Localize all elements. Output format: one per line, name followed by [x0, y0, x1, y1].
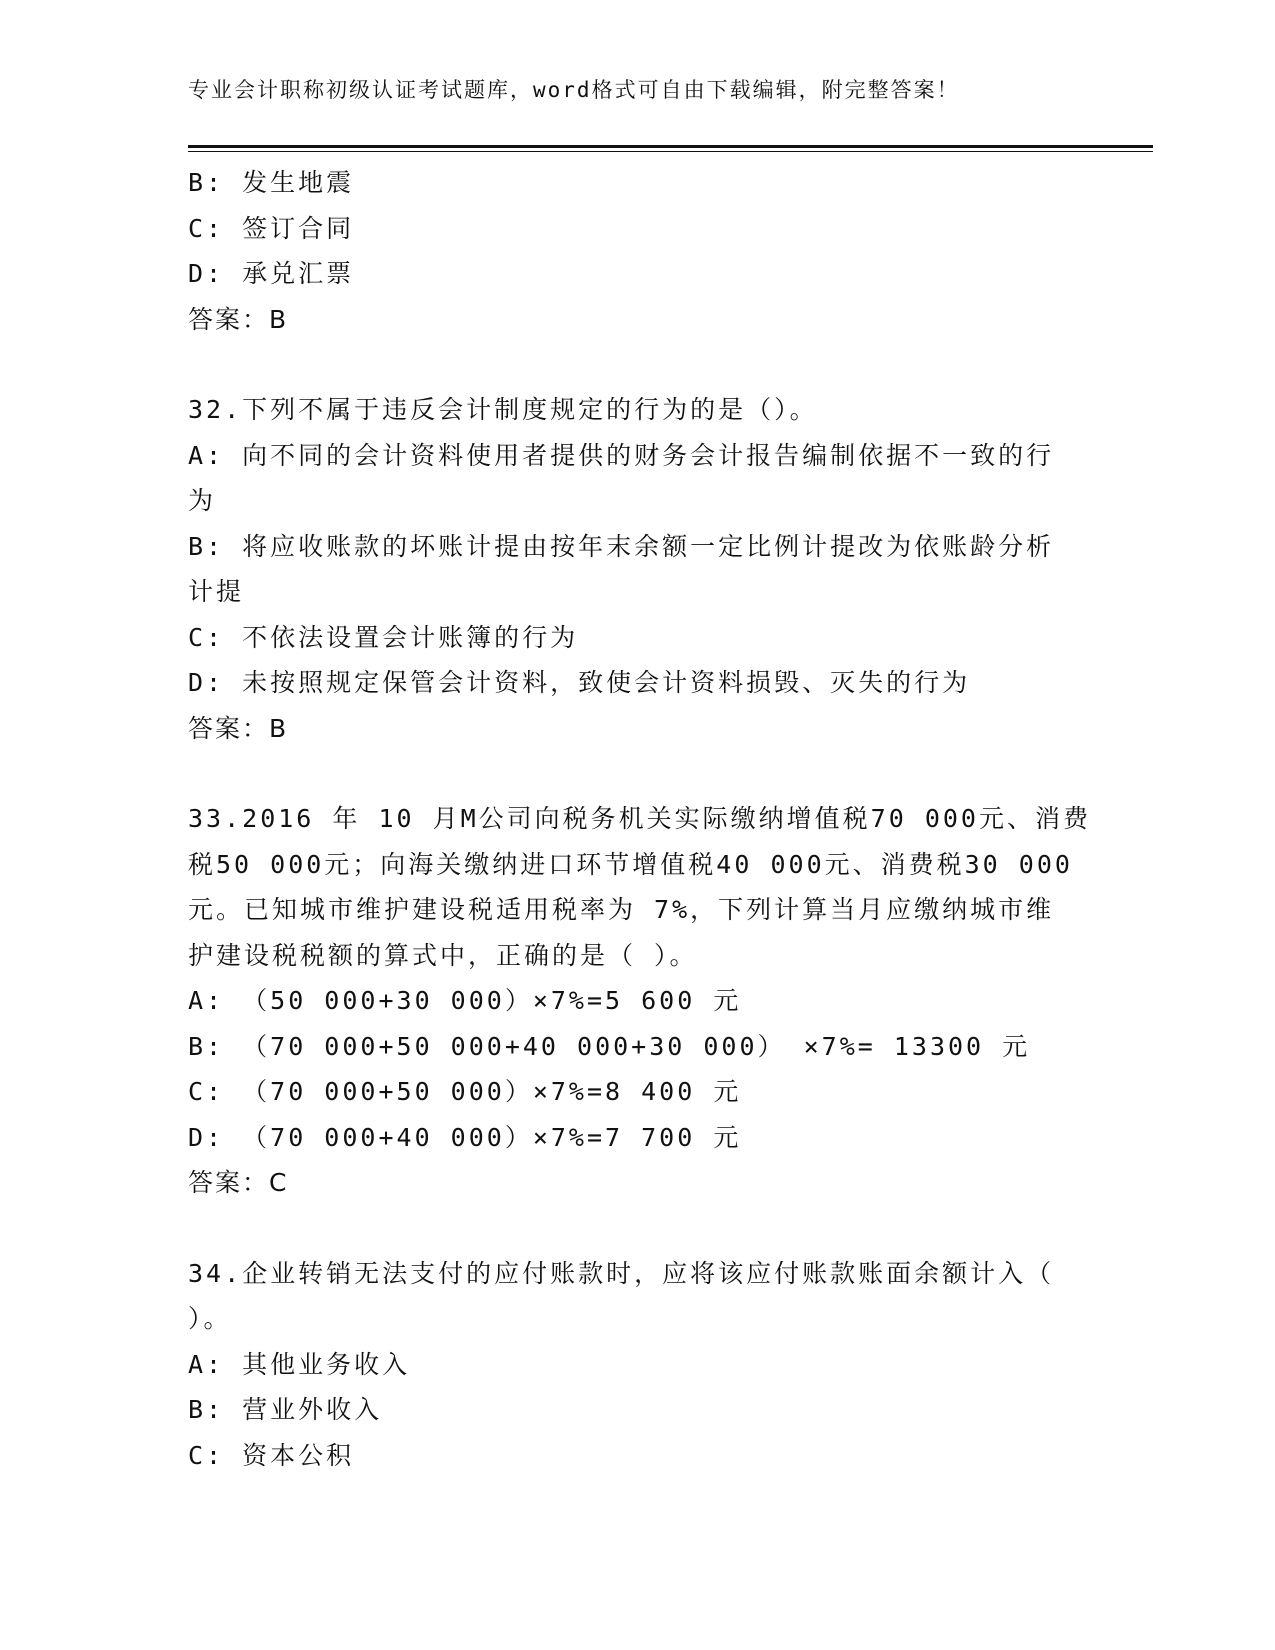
spacer	[188, 1206, 1088, 1251]
question-content	[188, 160, 1091, 1478]
option-c: C: 签订合同	[188, 213, 355, 243]
question-stem-line: 护建设税税额的算式中，正确的是（ ）。	[188, 940, 698, 970]
question-stem-line: 33.2016 年 10 月M公司向税务机关实际缴纳增值税70 000元、消费	[188, 804, 1091, 833]
option-a: A: 其他业务收入	[188, 1349, 411, 1379]
option-c: C: （70 000+50 000）×7%=8 400 元	[188, 1077, 742, 1106]
question-stem: 32.下列不属于违反会计制度规定的行为的是（）。	[188, 395, 818, 424]
question-stem-line: 税50 000元；向海关缴纳进口环节增值税40 000元、消费税30 000	[188, 849, 1073, 879]
answer: 答案：B	[188, 304, 289, 334]
option-c: C: 资本公积	[188, 1440, 355, 1470]
option-a: A: 向不同的会计资料使用者提供的财务会计报告编制依据不一致的行	[188, 440, 1055, 470]
option-b: B: 将应收账款的坏账计提由按年末余额一定比例计提改为依账龄分析	[188, 531, 1055, 561]
option-d: D: 未按照规定保管会计资料，致使会计资料损毁、灭失的行为	[188, 668, 971, 697]
option-d: D: 承兑汇票	[188, 259, 355, 288]
option-a: A: （50 000+30 000）×7%=5 600 元	[188, 986, 742, 1015]
option-d: D: （70 000+40 000）×7%=7 700 元	[188, 1122, 742, 1152]
spacer	[188, 342, 1088, 387]
answer: 答案：B	[188, 713, 289, 743]
header-rule-thick	[188, 145, 1153, 148]
option-a-continued: 为	[188, 486, 217, 515]
spacer	[188, 751, 1088, 796]
option-b-continued: 计提	[188, 577, 245, 606]
option-c: C: 不依法设置会计账簿的行为	[188, 622, 579, 652]
question-stem-line: 34.企业转销无法支付的应付账款时，应将该应付账款账面余额计入（	[188, 1258, 1055, 1288]
option-b: B: 营业外收入	[188, 1395, 383, 1424]
option-b: B: 发生地震	[188, 168, 355, 197]
page-header: 专业会计职称初级认证考试题库，word格式可自由下载编辑，附完整答案！	[188, 78, 960, 102]
question-stem-line: 元。已知城市维护建设税适用税率为 7%，下列计算当月应缴纳城市维	[188, 895, 1055, 924]
header-rule-thin	[188, 151, 1153, 152]
question-stem-line: ）。	[188, 1304, 232, 1333]
answer: 答案：C	[188, 1168, 289, 1197]
option-b: B: （70 000+50 000+40 000+30 000） ×7%= 13300 元	[188, 1031, 1031, 1061]
